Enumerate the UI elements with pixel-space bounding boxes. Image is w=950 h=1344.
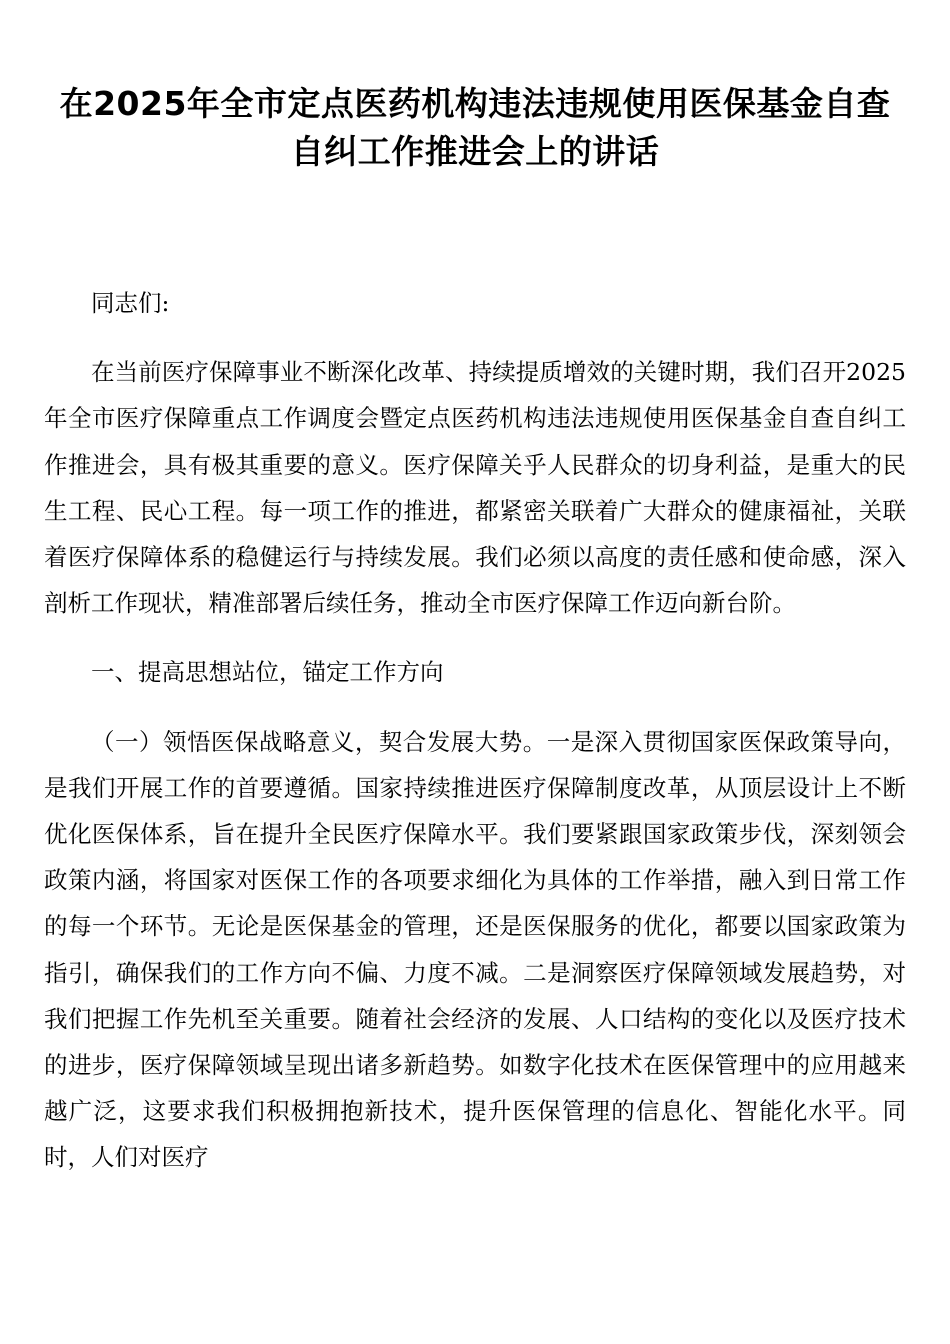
document-body <box>44 280 906 1204</box>
title-line-2: 自纠工作推进会上的讲话 <box>290 132 660 171</box>
greeting: 同志们: <box>91 289 170 317</box>
document-title <box>40 80 910 176</box>
title-line-1: 在2025年全市定点医药机构违法违规使用医保基金自查 <box>59 84 891 123</box>
section-heading-1: 一、提高思想站位，锚定工作方向 <box>91 658 444 687</box>
section-1-paragraph-1: （一）领悟医保战略意义，契合发展大势。一是深入贯彻国家医保政策导向，是我们开展工作的首要遵循。国家持续推进医疗保障制度改革，从顶层设计上不断优化医保体系，旨在提升全民医疗保障水平。我们要紧跟国家政策步伐，深刻领会政策内涵，将国家对医保工作的各项要求细化为具体的工作举措，融入到日常工作的每一个环节。无论是医保基金的管理，还是医保服务的优化，都要以国家政策为指引，确保我们的工作方向不偏、力度不减。二是洞察医疗保障领域发展趋势，对我们把握工作先机至关重要。随着社会经济的发展、人口结构的变化以及医疗技术的进步，医疗保障领域呈现出诸多新趋势。如数字化技术在医保管理中的应用越来越广泛，这要求我们积极拥抱新技术，提升医保管理的信息化、智能化水平。同时，人们对医疗 <box>44 727 906 1172</box>
intro-paragraph: 在当前医疗保障事业不断深化改革、持续提质增效的关键时期，我们召开2025年全市医疗保障重点工作调度会暨定点医药机构违法违规使用医保基金自查自纠工作推进会，具有极其重要的意义。医疗保障关乎人民群众的切身利益，是重大的民生工程、民心工程。每一项工作的推进，都紧密关联着广大群众的健康福祉，关联着医疗保障体系的稳健运行与持续发展。我们必须以高度的责任感和使命感，深入剖析工作现状，精准部署后续任务，推动全市医疗保障工作迈向新台阶。 <box>44 358 906 618</box>
